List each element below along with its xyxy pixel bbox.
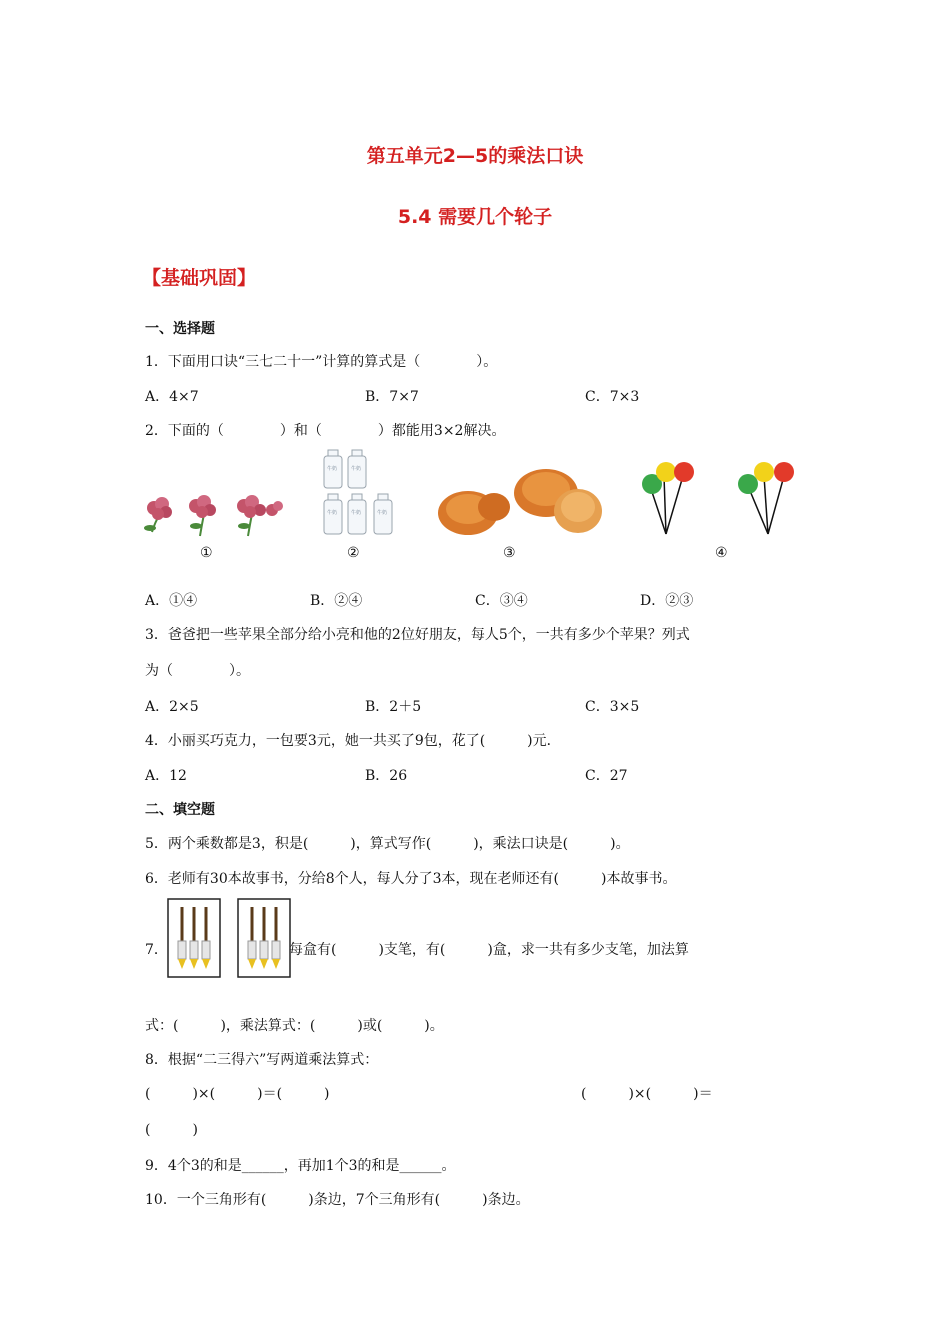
pen-boxes-image (166, 897, 291, 981)
question-8: 8．根据“二三得六”写两道乘法算式： (145, 1052, 379, 1068)
flower-icon (237, 495, 283, 536)
q2-option-c: C．③④ (475, 593, 528, 609)
q8-equation-2: ( )×( )＝ (581, 1086, 713, 1102)
q2-option-a: A．①④ (145, 593, 198, 609)
image-label-4: ④ (715, 545, 728, 561)
q4-option-a: A．12 (145, 768, 187, 784)
svg-text:牛奶: 牛奶 (377, 510, 388, 516)
svg-text:牛奶: 牛奶 (327, 466, 338, 472)
question-5: 5．两个乘数都是3，积是( )，算式写作( )，乘法口诀是( )。 (145, 836, 630, 852)
q4-option-c: C．27 (585, 768, 628, 784)
image-label-2: ② (347, 545, 360, 561)
pen-box-icon (238, 899, 290, 977)
question-7: 每盒有( )支笔，有( )盒，求一共有多少支笔，加法算 (289, 942, 689, 958)
question-7-number: 7． (145, 942, 168, 958)
flowers-image (140, 492, 285, 542)
pen-box-icon (168, 899, 220, 977)
question-7-cont: 式：( )，乘法算式：( )或( )。 (145, 1018, 444, 1034)
image-label-1: ① (200, 545, 213, 561)
flower-icon (144, 497, 172, 532)
q2-option-b: B．②④ (310, 593, 363, 609)
question-2-text: 2．下面的（ ）和（ ）都能用3×2解决。 (145, 423, 506, 439)
page-subtitle: 5.4 需要几个轮子 (397, 206, 553, 228)
mooncakes-image (436, 465, 606, 540)
part1-heading: 一、选择题 (145, 321, 215, 337)
question-10: 10．一个三角形有( )条边，7个三角形有( )条边。 (145, 1192, 530, 1208)
q4-option-b: B．26 (365, 768, 408, 784)
svg-text:牛奶: 牛奶 (327, 510, 338, 516)
svg-text:牛奶: 牛奶 (351, 510, 362, 516)
question-1: 1．下面用口诀“三七二十一”计算的算式是（ ）。 (145, 354, 498, 370)
q3-option-a: A．2×5 (145, 699, 199, 715)
q3-option-b: B．2＋5 (365, 699, 422, 715)
question-3: 3．爸爸把一些苹果全部分给小亮和他的2位好朋友，每人5个，一共有多少个苹果？列式 (145, 627, 690, 643)
question-6: 6．老师有30本故事书，分给8个人，每人分了3本，现在老师还有( )本故事书。 (145, 871, 677, 887)
milk-bottles-image (318, 448, 403, 538)
q2-option-d: D．②③ (640, 593, 694, 609)
q1-option-a: A．4×7 (145, 389, 199, 405)
balloons-image (638, 456, 803, 538)
page-title: 第五单元2—5的乘法口诀 (366, 145, 584, 167)
q1-option-b: B．7×7 (365, 389, 419, 405)
q8-equation-1: ( )×( )＝( ) (145, 1086, 330, 1102)
q3-option-c: C．3×5 (585, 699, 640, 715)
question-3-cont: 为（ ）。 (145, 663, 250, 679)
q8-equation-2-cont: ( ) (145, 1122, 198, 1138)
question-4: 4．小丽买巧克力，一包要3元，她一共买了9包，花了( )元． (145, 733, 561, 749)
image-label-3: ③ (503, 545, 516, 561)
question-9: 9．4个3的和是______，再加1个3的和是______。 (145, 1158, 456, 1174)
part2-heading: 二、填空题 (145, 802, 215, 818)
section-heading: 【基础巩固】 (142, 267, 257, 289)
flower-icon (189, 495, 216, 536)
q1-option-c: C．7×3 (585, 389, 640, 405)
svg-text:牛奶: 牛奶 (351, 466, 362, 472)
